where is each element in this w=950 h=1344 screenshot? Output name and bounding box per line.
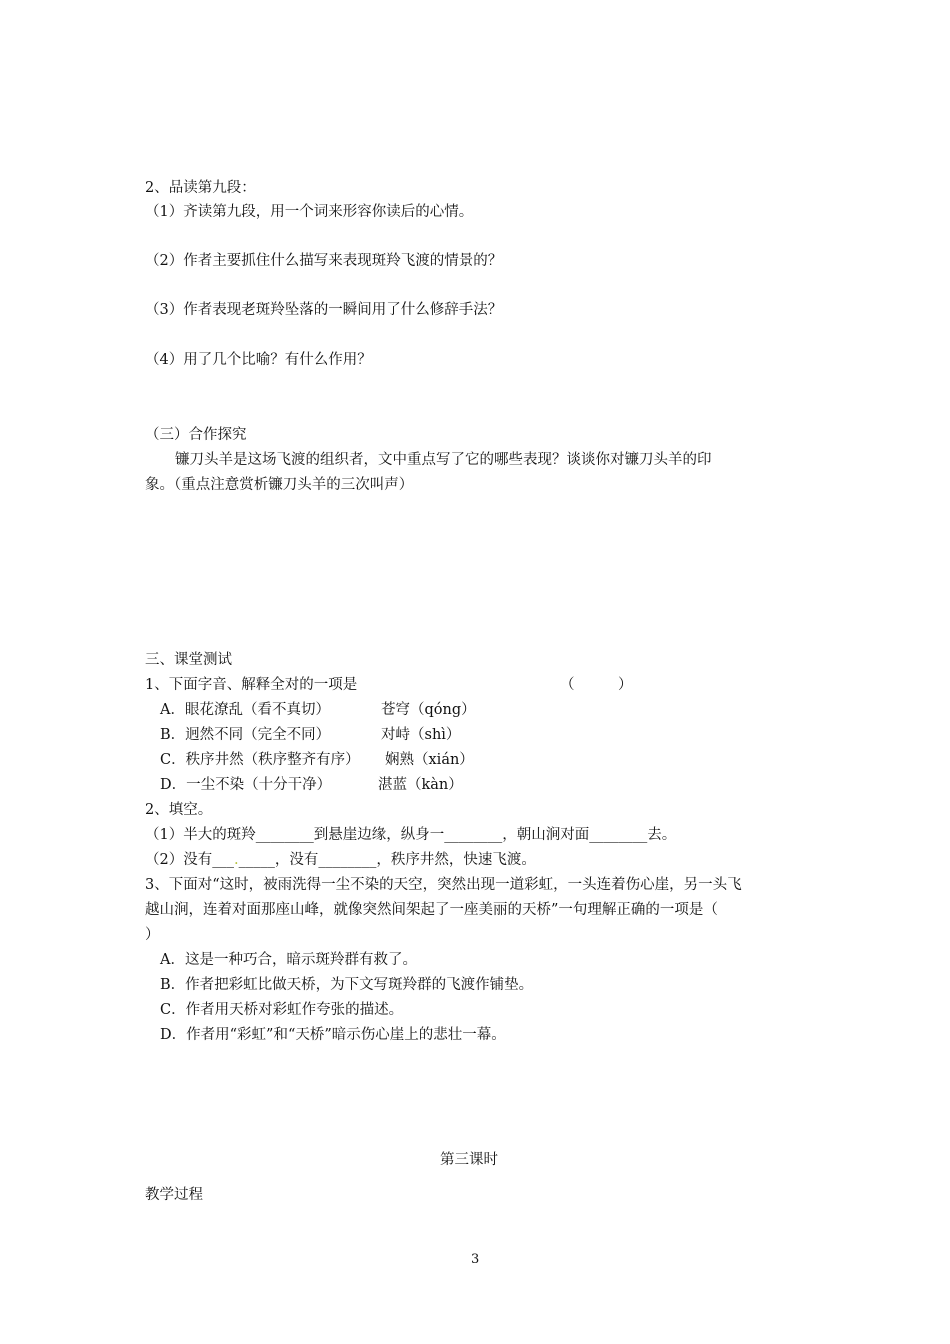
question-4: （4）用了几个比喻？有什么作用？ xyxy=(145,352,372,368)
answer-bracket: （ ） xyxy=(560,677,633,693)
teaching-process-heading: 教学过程 xyxy=(145,1187,203,1203)
cooperate-heading: （三）合作探究 xyxy=(145,427,247,443)
option-d-pinyin: 湛蓝（kàn） xyxy=(378,777,463,793)
question-1: （1）齐读第九段，用一个词来形容你读后的心情。 xyxy=(145,204,474,220)
option-d: D．一尘不染（十分干净） xyxy=(160,777,332,793)
question-3: （3）作者表现老斑羚坠落的一瞬间用了什么修辞手法？ xyxy=(145,302,503,318)
test-q1-stem: 1、下面字音、解释全对的一项是 xyxy=(145,677,358,693)
section-heading: 2、品读第九段： xyxy=(145,180,256,196)
blank-mark: . xyxy=(233,852,239,868)
lesson-title: 第三课时 xyxy=(440,1152,498,1168)
page-number: 3 xyxy=(471,1252,480,1267)
fill-blank-2-a: （2）没有___ xyxy=(145,852,234,868)
fill-blank-2 xyxy=(145,850,536,870)
option-b-pinyin: 对峙（shì） xyxy=(381,727,461,743)
test-q3-line2: 越山涧，连着对面那座山峰，就像突然间架起了一座美丽的天桥”一句理解正确的一项是（ xyxy=(145,902,718,918)
fill-blank-2-b: _____，没有________，秩序井然，快速飞渡。 xyxy=(238,852,536,868)
fill-blank-1: （1）半大的斑羚________到悬崖边缘，纵身一________，朝山涧对面________去。 xyxy=(145,827,677,843)
question-2: （2）作者主要抓住什么描写来表现斑羚飞渡的情景的？ xyxy=(145,253,503,269)
cooperate-text-line1: 镰刀头羊是这场飞渡的组织者，文中重点写了它的哪些表现？谈谈你对镰刀头羊的印 xyxy=(175,452,712,468)
test-q3-line3: ） xyxy=(145,927,160,943)
option-c: C．秩序井然（秩序整齐有序） xyxy=(160,752,360,768)
option-a: A．眼花潦乱（看不真切） xyxy=(160,702,330,718)
cooperate-text-line2: 象。（重点注意赏析镰刀头羊的三次叫声） xyxy=(145,477,414,493)
option-b: B．迥然不同（完全不同） xyxy=(160,727,331,743)
test-q3-line1: 3、下面对“这时，被雨洗得一尘不染的天空，突然出现一道彩虹，一头连着伤心崖，另一头飞 xyxy=(145,877,742,893)
option-a-pinyin: 苍穹（qóng） xyxy=(381,702,476,718)
option-c-pinyin: 娴熟（xián） xyxy=(385,752,474,768)
q3-option-b: B．作者把彩虹比做天桥，为下文写斑羚群的飞渡作铺垫。 xyxy=(160,977,534,993)
q3-option-c: C．作者用天桥对彩虹作夸张的描述。 xyxy=(160,1002,404,1018)
test-heading: 三、课堂测试 xyxy=(145,652,232,668)
q3-option-d: D．作者用“彩虹”和“天桥”暗示伤心崖上的悲壮一幕。 xyxy=(160,1027,506,1043)
q3-option-a: A．这是一种巧合，暗示斑羚群有救了。 xyxy=(160,952,417,968)
test-q2-stem: 2、填空。 xyxy=(145,802,213,818)
